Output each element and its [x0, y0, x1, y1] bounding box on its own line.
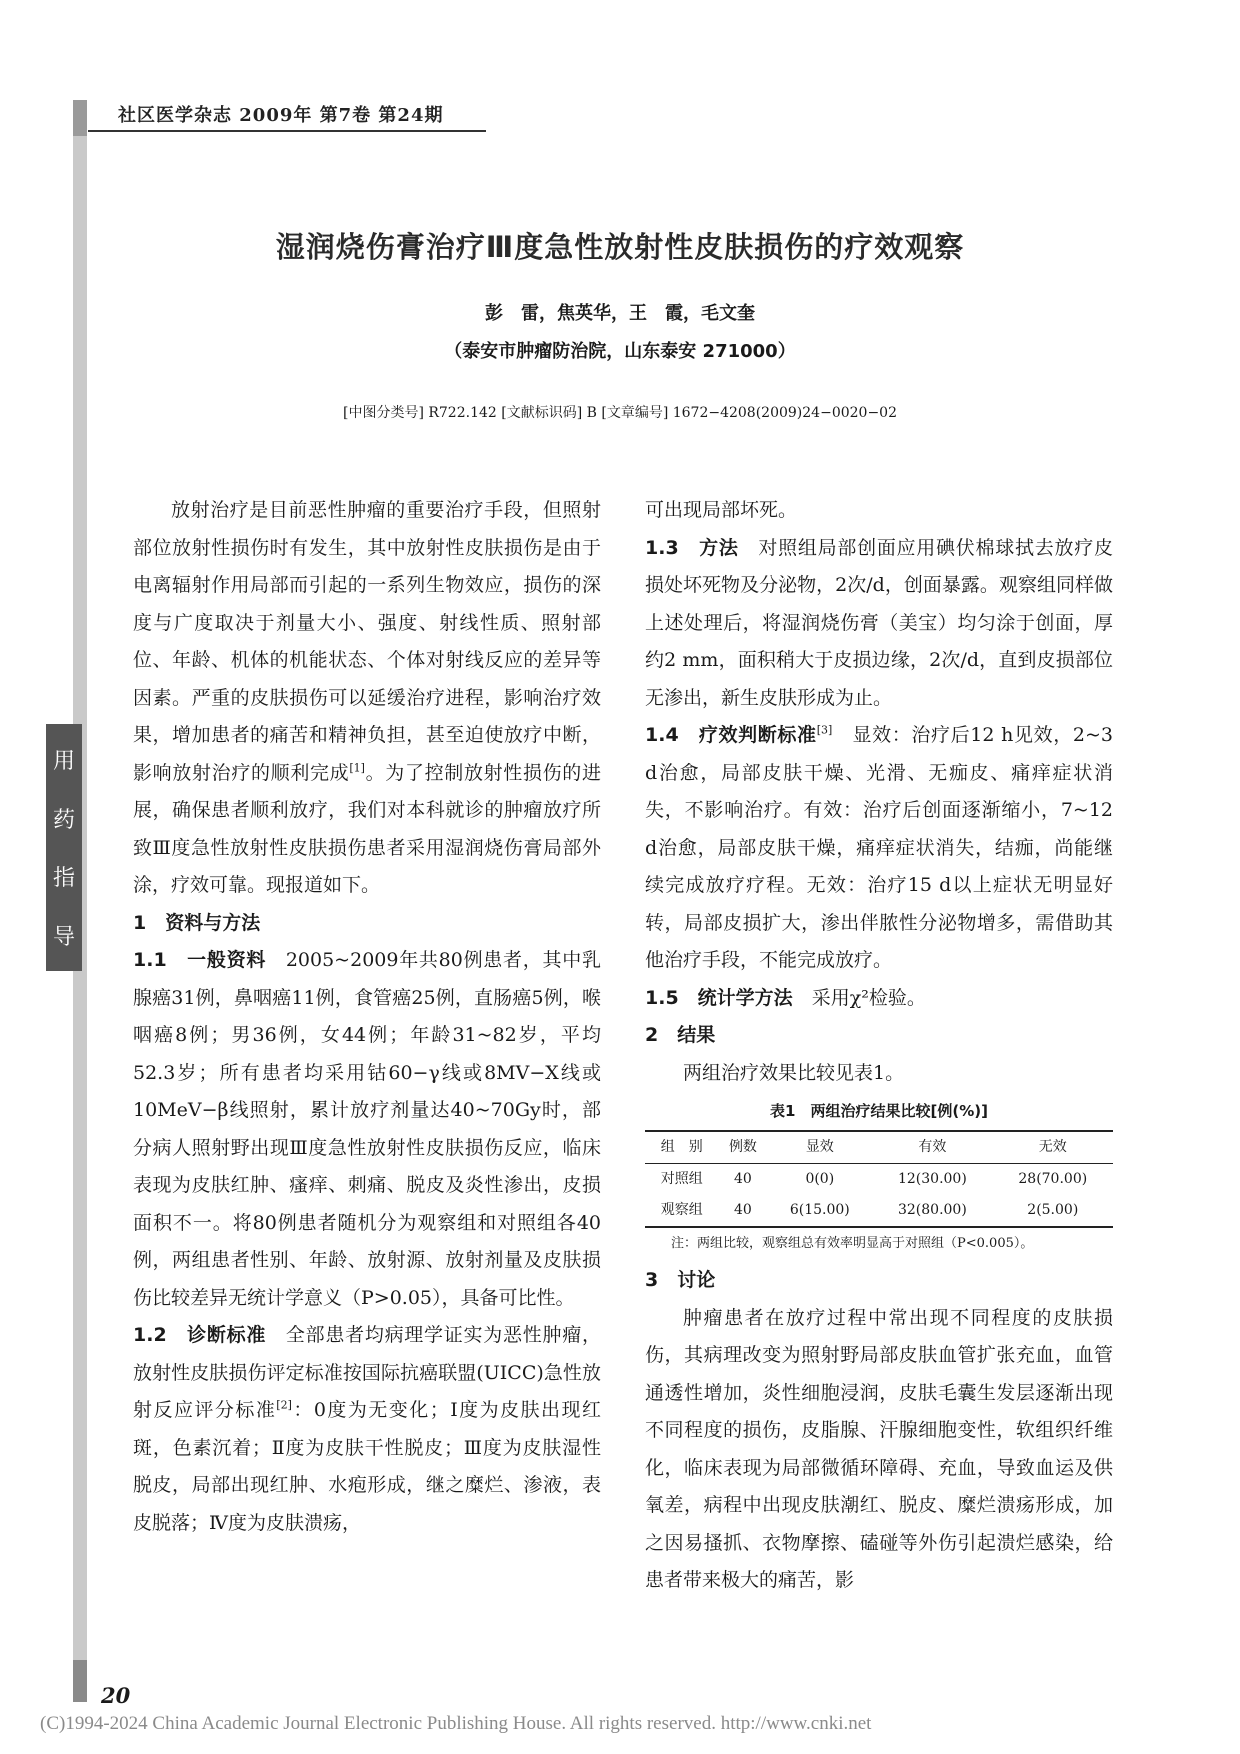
left-margin-bar-bottom — [73, 1660, 87, 1702]
table-header: 组 别 — [660, 1139, 703, 1155]
subsection-1-5 — [645, 980, 1113, 1018]
side-tab-char: 导 — [52, 925, 75, 951]
intro-paragraph — [133, 492, 601, 905]
subsection-heading: 1.2 诊断标准 — [133, 1324, 267, 1346]
intro-text: 放射治疗是目前恶性肿瘤的重要治疗手段，但照射部位放射性损伤时有发生，其中放射性皮肤损伤是由于电离辐射作用局部而引起的一系列生物效应，损伤的深度与广度取决于剂量大小、强度、射线性质、照射部位、年龄、机体的机能状态、个体对射线反应的差异等因素。严重的皮肤损伤可以延缓治疗进程，影响治疗效果，增加患者的痛苦和精神负担，甚至迫使放疗中断，影响放射治疗的顺利完成 — [133, 499, 601, 784]
subsection-1-4 — [645, 717, 1113, 980]
subsection-heading: 1.5 统计学方法 — [645, 986, 793, 1009]
table-header: 例数 — [728, 1139, 757, 1155]
subsection-text: 对照组局部创面应用碘伏棉球拭去放疗皮损处坏死物及分泌物，2次/d，创面暴露。观察组同样做上述处理后，将湿润烧伤膏（美宝）均匀涂于创面，厚约2 mm，面积稍大于皮损边缘，2次/d，直到皮损部位无渗出，新生皮肤形成为止。 — [645, 536, 1113, 709]
table-header: 显效 — [805, 1139, 834, 1155]
subsection-1-1 — [133, 942, 601, 1317]
section-side-tab — [46, 724, 82, 971]
table-cell: 对照组 — [660, 1171, 703, 1187]
discussion-text: 肿瘤患者在放疗过程中常出现不同程度的皮肤损伤，其病理改变为照射野局部皮肤血管扩张充血，血管通透性增加，炎性细胞浸润，皮肤毛囊生发层逐渐出现不同程度的损伤，皮脂腺、汗腺细胞变性，软组织纤维化，临床表现为局部微循环障碍、充血，导致血运及供氧差，病程中出现皮肤潮红、脱皮、糜烂溃疡形成，加之因易搔抓、衣物摩擦、磕碰等外伤引起溃烂感染，给患者带来极大的痛苦，影 — [645, 1306, 1113, 1591]
citation-ref: [1] — [349, 761, 365, 775]
citation-ref: [2] — [276, 1398, 292, 1412]
table-row — [645, 1195, 1113, 1227]
table-cell: 40 — [734, 1171, 752, 1187]
table-cell: 28(70.00) — [1018, 1171, 1088, 1187]
page-number: 20 — [101, 1683, 131, 1708]
table-header-row — [645, 1131, 1113, 1164]
subsection-text-cont: ：0度为无变化；Ⅰ度为皮肤出现红斑，色素沉着；Ⅱ度为皮肤干性脱皮；Ⅲ度为皮肤湿性脱皮，局部出现红肿、水疱形成，继之糜烂、渗液，表皮脱落；Ⅳ度为皮肤溃疡， — [133, 1399, 601, 1534]
subsection-text: 显效：治疗后12 h见效，2~3 d治愈，局部皮肤干燥、光滑、无痂皮、痛痒症状消失，不影响治疗。有效：治疗后创面逐渐缩小，7~12 d治愈，局部皮肤干燥，痛痒症状消失，结痂，尚能继续完成放疗疗程。无效：治疗15 d以上症状无明显好转，局部皮损扩大，渗出伴脓性分泌物增多，需借助其他治疗手段，不能完成放疗。 — [645, 724, 1113, 971]
left-margin-bar-top — [73, 100, 87, 136]
subsection-heading: 1.3 方法 — [645, 536, 739, 559]
article-title: 湿润烧伤膏治疗Ⅲ度急性放射性皮肤损伤的疗效观察 — [275, 230, 965, 264]
table-cell: 12(30.00) — [897, 1171, 967, 1187]
table-cell: 40 — [734, 1202, 752, 1218]
table-cell: 2(5.00) — [1027, 1202, 1079, 1218]
header-rule — [88, 130, 486, 132]
table-title: 表1 两组治疗结果比较[例(%)] — [770, 1102, 988, 1120]
subsection-1-3 — [645, 530, 1113, 718]
subsection-heading: 1.4 疗效判断标准 — [645, 724, 817, 746]
results-text: 两组治疗效果比较见表1。 — [683, 1061, 905, 1084]
subsection-1-2 — [133, 1317, 601, 1542]
classification-line: [中图分类号] R722.142 [文献标识码] B [文章编号] 1672−4208(2009)24−0020−02 — [342, 405, 897, 421]
article-affiliation: （泰安市肿瘤防治院，山东泰安 271000） — [444, 341, 796, 362]
citation-ref: [3] — [816, 723, 833, 737]
results-table — [645, 1130, 1113, 1228]
table-header: 有效 — [918, 1139, 947, 1155]
side-tab-char: 用 — [52, 748, 75, 774]
table-note: 注：两组比较，观察组总有效率明显高于对照组（P<0.005）。 — [671, 1236, 1034, 1251]
table-cell: 32(80.00) — [897, 1202, 967, 1218]
table-header: 无效 — [1038, 1139, 1067, 1155]
section-heading — [133, 905, 601, 943]
side-tab-char: 指 — [52, 866, 75, 892]
table-cell: 观察组 — [660, 1202, 703, 1218]
left-column — [133, 492, 601, 1542]
subsection-text: 全部患者均病理学证实为恶性肿瘤，放射性皮肤损伤评定标准按国际抗癌联盟(UICC)急性放射反应评分标准 — [133, 1324, 601, 1421]
section-3-heading: 3 讨论 — [645, 1269, 716, 1291]
section-1-heading: 1 资料与方法 — [133, 911, 261, 934]
table-cell: 0(0) — [805, 1171, 835, 1187]
table-row — [645, 1164, 1113, 1196]
intro-text-cont: 。为了控制放射性损伤的进展，确保患者顺利放疗，我们对本科就诊的肿瘤放疗所致Ⅲ度急性放射性皮肤损伤患者采用湿润烧伤膏局部外涂，疗效可靠。现报道如下。 — [133, 761, 601, 896]
journal-header: 社区医学杂志 2009年 第7卷 第24期 — [118, 105, 444, 126]
section-heading — [645, 1262, 1113, 1300]
copyright-footer: (C)1994-2024 China Academic Journal Electronic Publishing House. All rights reserved. http://www.cnki.net — [40, 1713, 872, 1734]
right-column — [645, 492, 1113, 1600]
continued-text: 可出现局部坏死。 — [645, 499, 798, 521]
article-authors: 彭 雷，焦英华，王 霞，毛文奎 — [485, 303, 755, 324]
table-cell: 6(15.00) — [789, 1202, 850, 1218]
subsection-text: 采用χ²检验。 — [811, 986, 926, 1009]
subsection-heading: 1.1 一般资料 — [133, 949, 267, 971]
section-2-heading: 2 结果 — [645, 1024, 716, 1046]
subsection-text: 2005~2009年共80例患者，其中乳腺癌31例，鼻咽癌11例，食管癌25例，直肠癌5例，喉咽癌8例；男36例，女44例；年龄31~82岁，平均52.3岁；所有患者均采用钴60−γ线或8MV−X线或10MeV−β线照射，累计放疗剂量达40~70Gy时，部分病人照射野出现Ⅲ度急性放射性皮肤损伤反应，临床表现为皮肤红肿、瘙痒、刺痛、脱皮及炎性渗出，皮损面积不一。将80例患者随机分为观察组和对照组各40例，两组患者性别、年龄、放射源、放射剂量及皮肤损伤比较差异无统计学意义（P>0.05），具备可比性。 — [133, 949, 601, 1309]
side-tab-char: 药 — [52, 807, 75, 833]
section-heading — [645, 1017, 1113, 1055]
